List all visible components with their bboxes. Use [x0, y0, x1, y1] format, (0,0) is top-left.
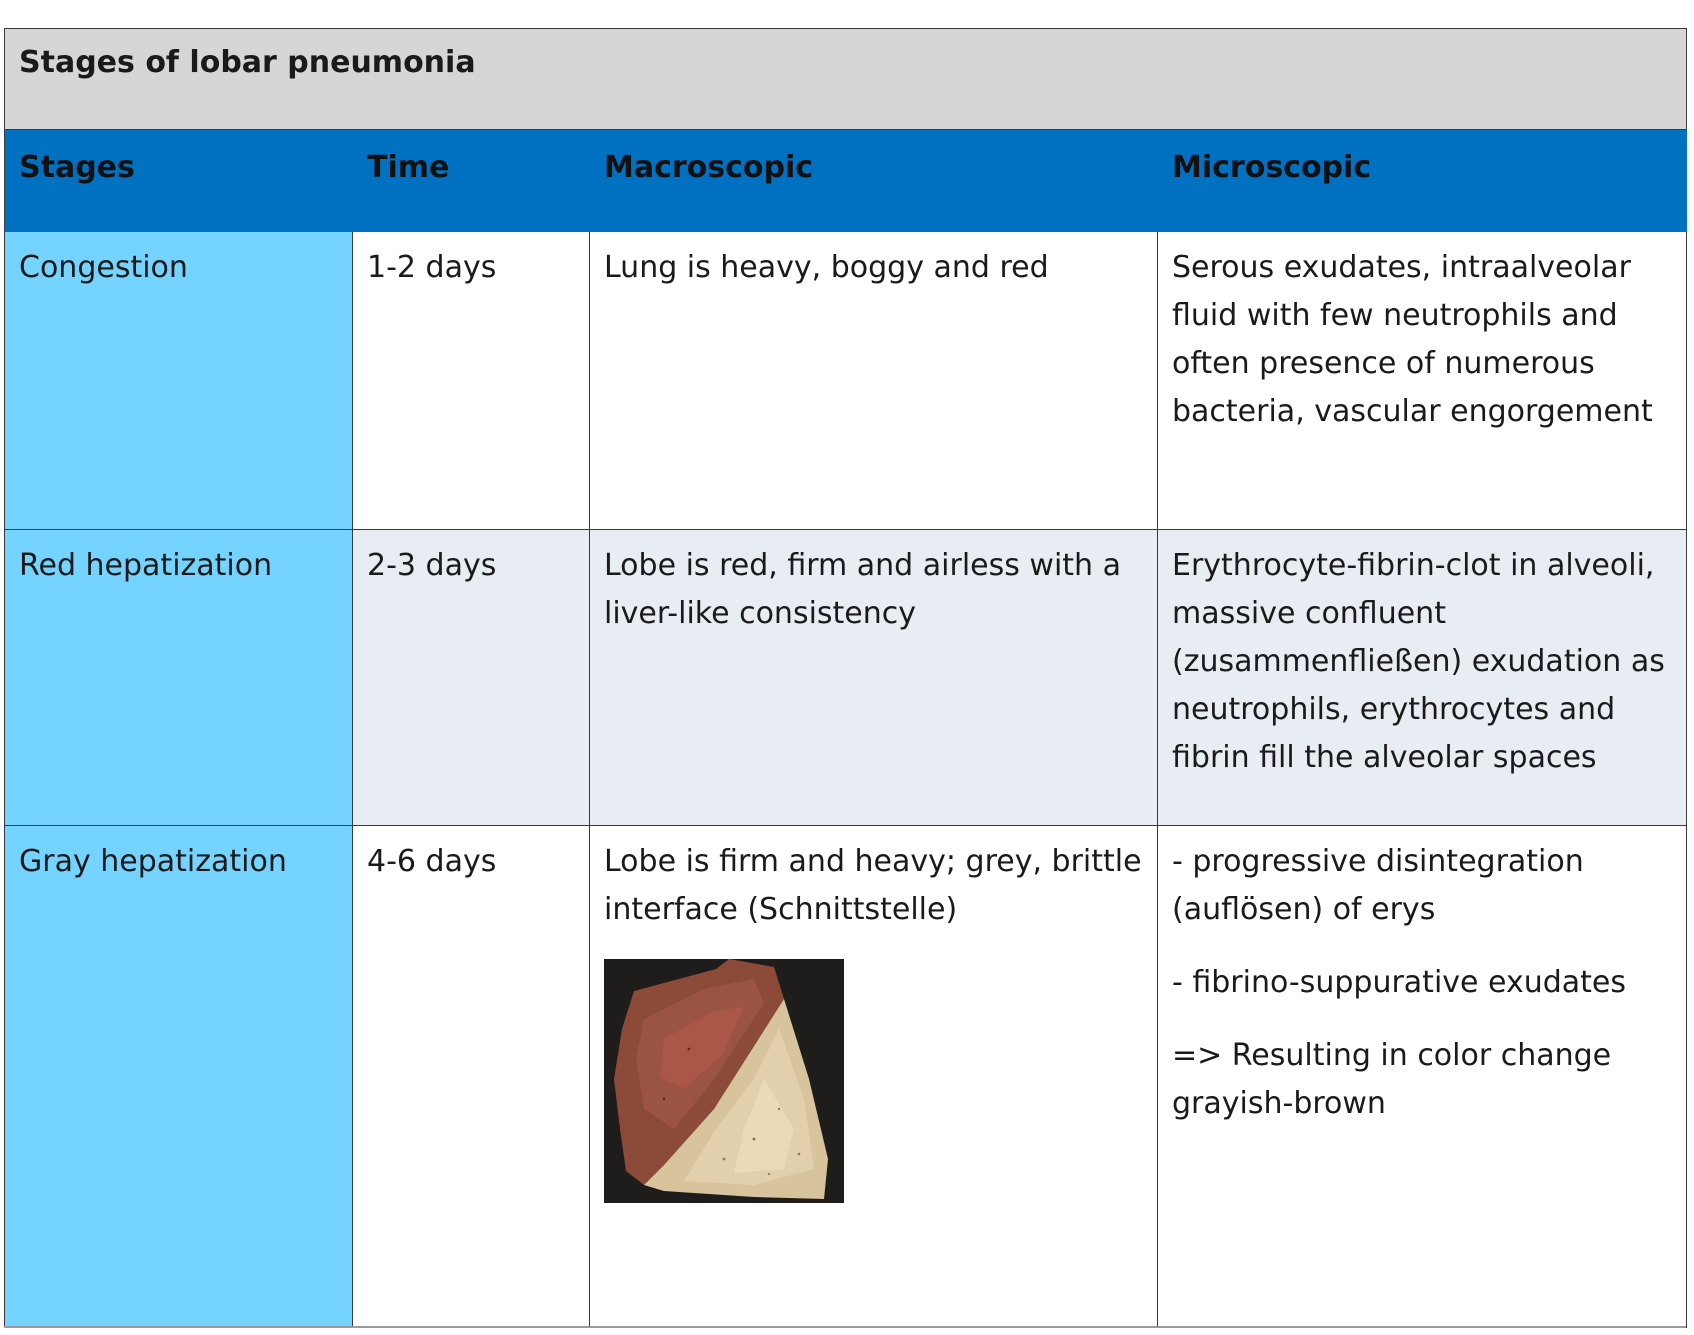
table-row	[5, 530, 1687, 826]
page-bottom-rule	[4, 1326, 1686, 1328]
table-title: Stages of lobar pneumonia	[5, 29, 1687, 130]
macroscopic-text: Lobe is firm and heavy; grey, brittle interface (Schnittstelle)	[604, 844, 1142, 927]
microscopic-cell	[1158, 530, 1687, 826]
lung-specimen-image	[604, 959, 844, 1203]
microscopic-cell	[1158, 826, 1687, 1328]
header-macroscopic: Macroscopic	[590, 130, 1158, 232]
table-row	[5, 826, 1687, 1328]
table-title-row	[5, 29, 1687, 130]
header-stages: Stages	[5, 130, 353, 232]
time-cell: 1-2 days	[353, 232, 590, 530]
microscopic-text: - fibrino-suppurative exudates	[1172, 965, 1626, 1000]
stage-cell: Congestion	[5, 232, 353, 530]
table-header-row	[5, 130, 1687, 232]
microscopic-text: Serous exudates, intraalveolar fluid with few neutrophils and often presence of numerous bacteria, vascular engorgement	[1172, 250, 1653, 429]
macroscopic-cell: Lung is heavy, boggy and red	[590, 232, 1158, 530]
macroscopic-cell: Lobe is red, firm and airless with a liver-like consistency	[590, 530, 1158, 826]
stage-cell: Red hepatization	[5, 530, 353, 826]
time-cell: 2-3 days	[353, 530, 590, 826]
microscopic-text: - progressive disintegration (auflösen) of erys	[1172, 844, 1584, 927]
macroscopic-cell	[590, 826, 1158, 1328]
stage-cell: Gray hepatization	[5, 826, 353, 1328]
header-microscopic: Microscopic	[1158, 130, 1687, 232]
microscopic-cell	[1158, 232, 1687, 530]
stages-table	[4, 28, 1687, 1328]
microscopic-text: Erythrocyte-fibrin-clot in alveoli, massive confluent (zusammenfließen) exudation as neutrophils, erythrocytes and fibrin fill the alveolar spaces	[1172, 548, 1665, 775]
table-row	[5, 232, 1687, 530]
microscopic-text: => Resulting in color change grayish-brown	[1172, 1038, 1612, 1121]
time-cell: 4-6 days	[353, 826, 590, 1328]
header-time: Time	[353, 130, 590, 232]
